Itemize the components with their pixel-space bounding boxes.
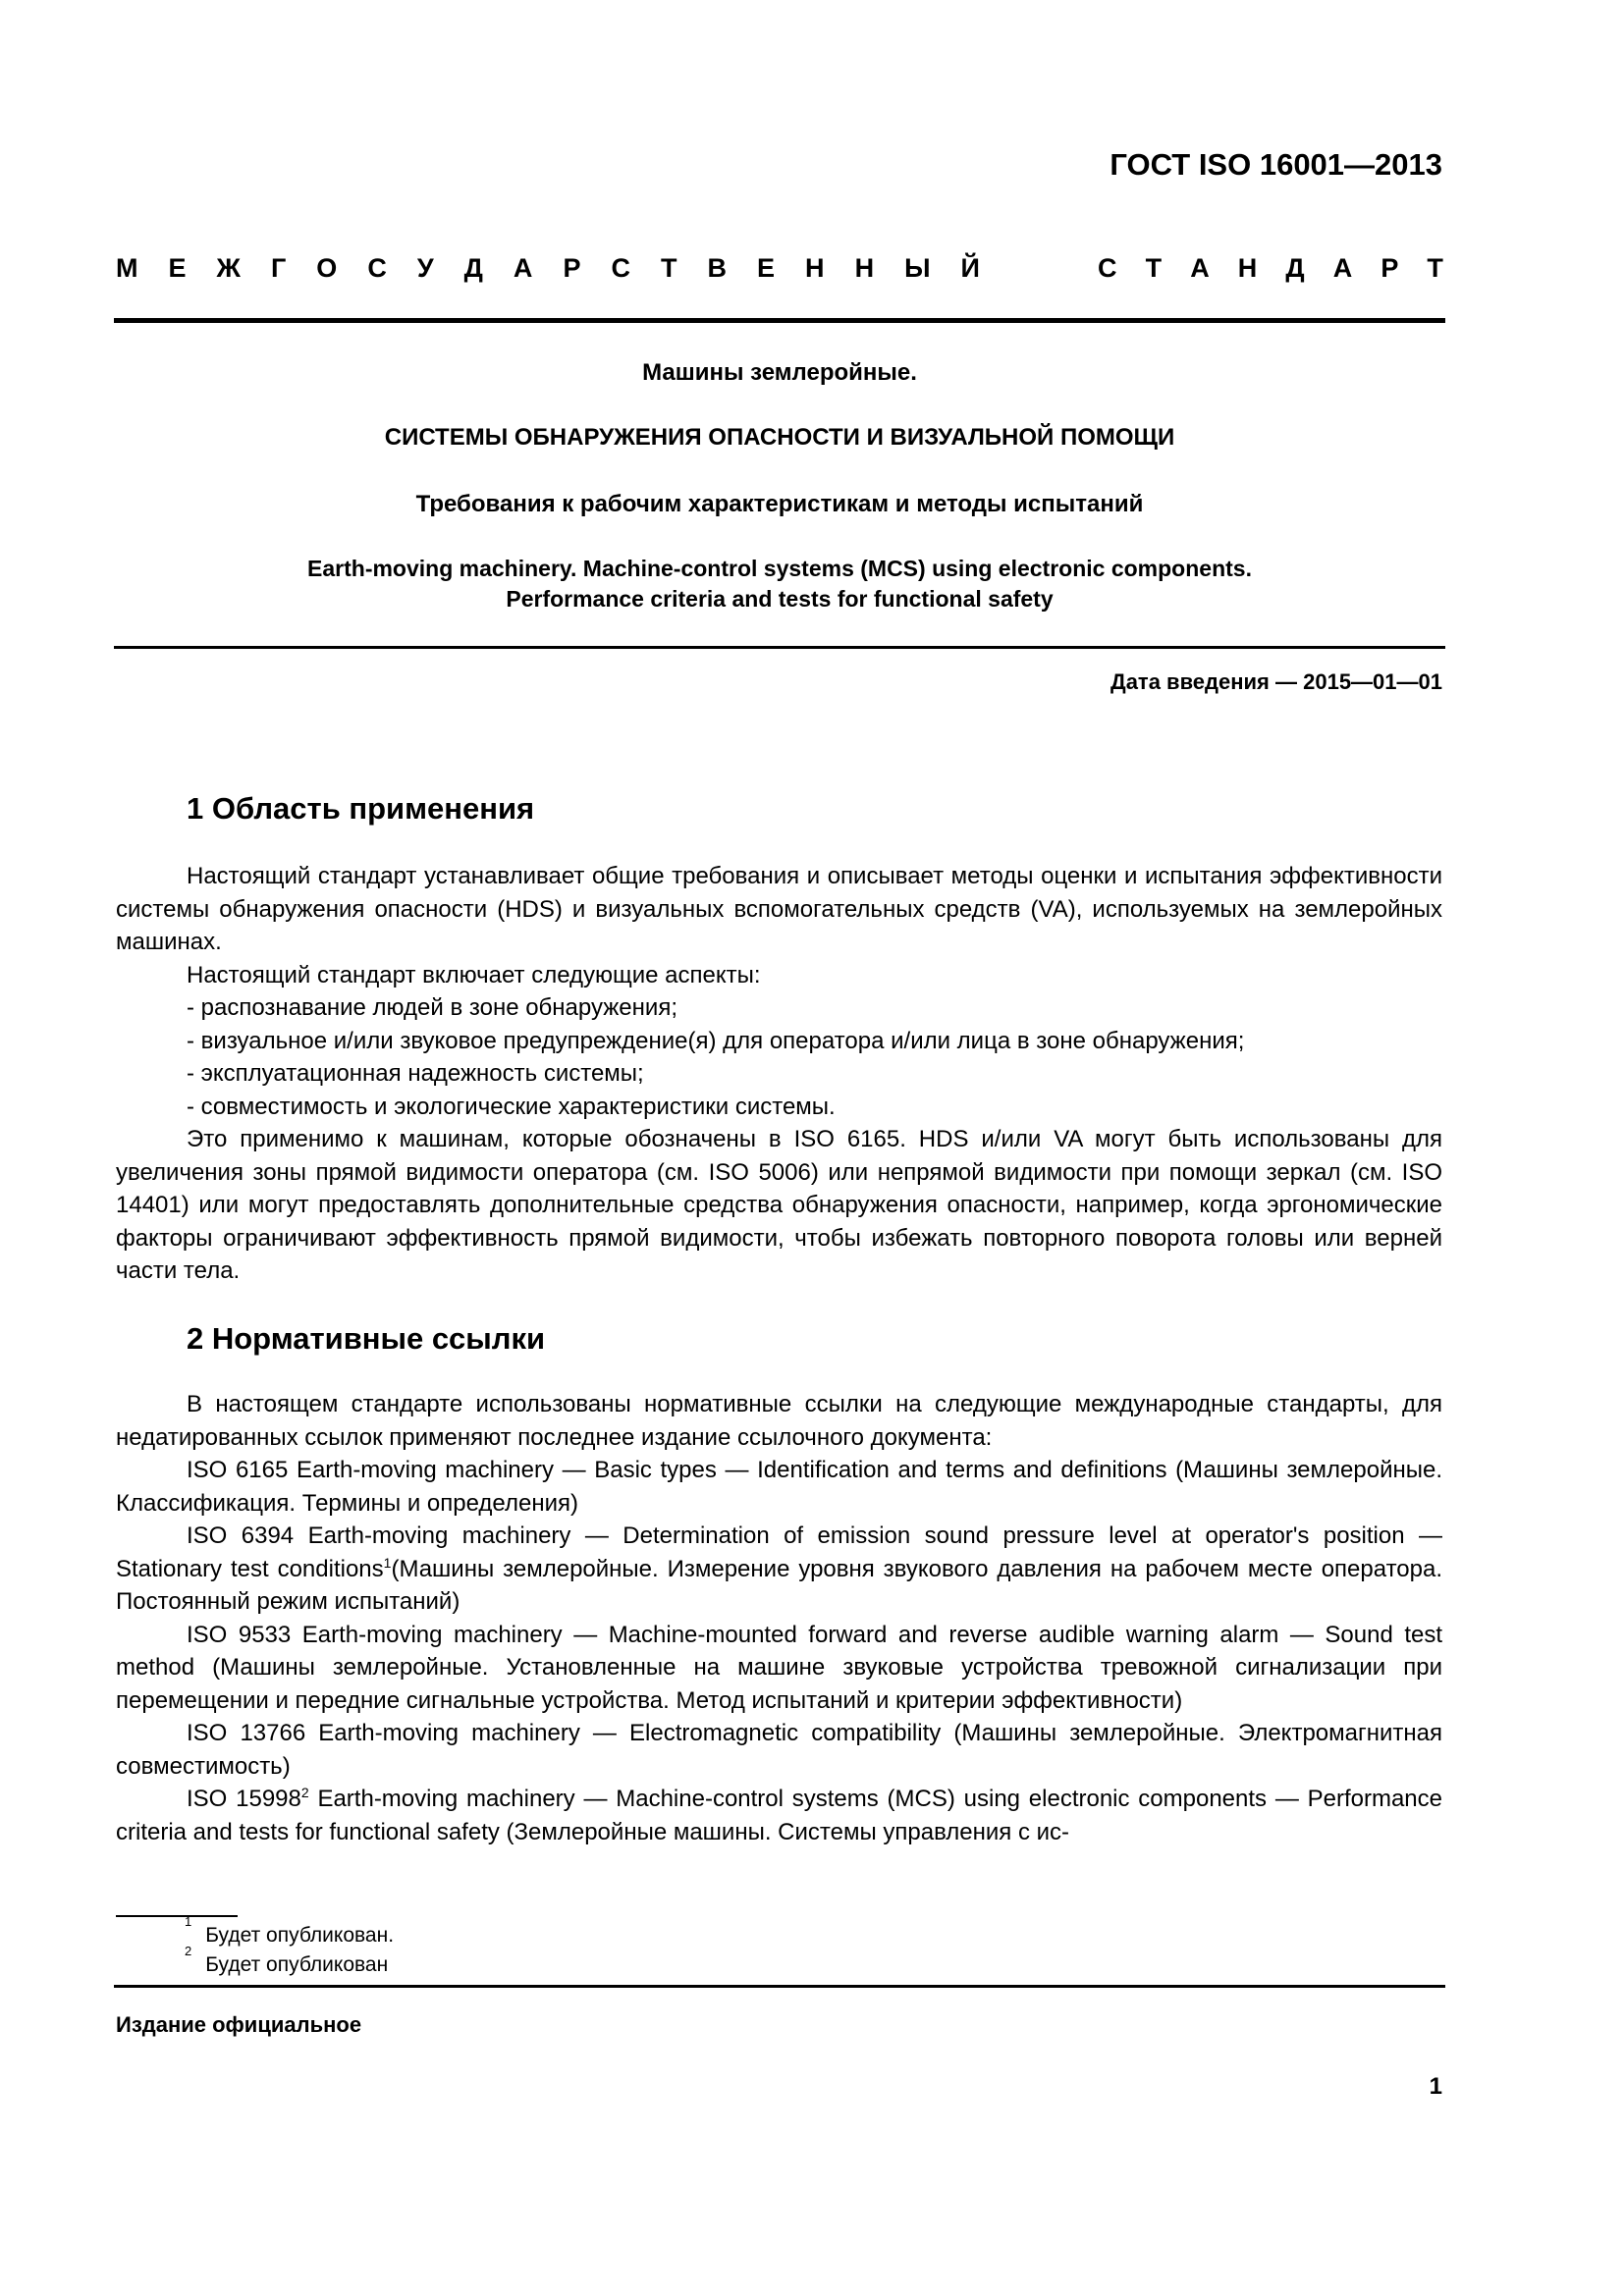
footnote-separator xyxy=(116,1915,238,1917)
section-1-body xyxy=(116,860,1442,1288)
reference-entry: ISO 6165 Earth-moving machinery — Basic types — Identification and terms and definitions (Машины землеройные. Классификация. Термины и определения) xyxy=(116,1457,1442,1517)
list-item: - совместимость и экологические характеристики системы. xyxy=(187,1093,836,1120)
footnote xyxy=(185,1944,389,1977)
english-title-line-1: Earth-moving machinery. Machine-control systems (MCS) using electronic components. xyxy=(307,556,1252,581)
english-title-line-2: Performance criteria and tests for functional safety xyxy=(506,586,1054,612)
reference-text: (Машины землеройные. Измерение уровня звукового давления на рабочем месте оператора. Постоянный режим испытаний) xyxy=(116,1555,1442,1615)
header-rule xyxy=(114,318,1445,323)
list-item: - распознавание людей в зоне обнаружения; xyxy=(187,994,677,1021)
section-1-heading: 1 Область применения xyxy=(187,791,535,826)
section-1-paragraph: Настоящий стандарт устанавливает общие требования и описывает методы оценки и испытания эффективности системы обнаружения опасности (HDS) и визуальных вспомогательных средств (VA), используемых на землеройных машинах. xyxy=(116,863,1442,955)
intro-date: Дата введения — 2015—01—01 xyxy=(1110,669,1442,694)
footnote-mark: 2 xyxy=(185,1944,192,1958)
banner-letter: В xyxy=(707,253,727,283)
section-1-paragraph: Это применимо к машинам, которые обозначены в ISO 6165. HDS и/или VA могут быть использованы для увеличения зоны прямой видимости оператора (см. ISO 5006) или непрямой видимости при помощи зеркал (см. ISO 14401) или могут предоставлять дополнительные средства обнаружения опасности, например, когда эргономические факторы ограничивают эффективность прямой видимости, чтобы избежать повторного поворота головы или верней части тела. xyxy=(116,1126,1442,1284)
edition-label: Издание официальное xyxy=(116,2012,362,2037)
english-title xyxy=(114,554,1445,614)
title-line-2: СИСТЕМЫ ОБНАРУЖЕНИЯ ОПАСНОСТИ И ВИЗУАЛЬНОЙ ПОМОЩИ xyxy=(384,424,1175,451)
title-line-3: Требования к рабочим характеристикам и методы испытаний xyxy=(415,491,1144,517)
banner-letter: Д xyxy=(463,253,483,283)
banner-letter: Н xyxy=(1237,253,1258,283)
banner-letter: Ы xyxy=(904,253,931,283)
section-2-body xyxy=(116,1388,1442,1848)
interstate-standard-banner xyxy=(116,253,1443,284)
banner-letter: Т xyxy=(660,253,677,283)
banner-letter: А xyxy=(513,253,533,283)
footnote-mark: 1 xyxy=(185,1914,192,1929)
footnote-text: Будет опубликован. xyxy=(205,1924,395,1947)
section-2-paragraph: В настоящем стандарте использованы нормативные ссылки на следующие международные стандарты, для недатированных ссылок применяют последнее издание ссылочного документа: xyxy=(116,1391,1442,1451)
banner-letter: О xyxy=(316,253,338,283)
list-item: - визуальное и/или звуковое предупреждение(я) для оператора и/или лица в зоне обнаружения; xyxy=(187,1027,1245,1054)
list-item: - эксплуатационная надежность системы; xyxy=(187,1060,644,1087)
banner-letter: У xyxy=(416,253,434,283)
reference-entry: ISO 9533 Earth-moving machinery — Machine-mounted forward and reverse audible warning alarm — Sound test method (Машины землеройные. Установленные на машине звуковые устройства тревожной сигнализации при перемещении и передние сигнальные устройства. Метод испытаний и критерии эффективности) xyxy=(116,1621,1442,1714)
title-line-1: Машины землеройные. xyxy=(642,359,917,386)
reference-entry xyxy=(116,1520,1442,1619)
page-number: 1 xyxy=(1429,2073,1442,2100)
standard-id: ГОСТ ISO 16001—2013 xyxy=(1110,147,1442,182)
banner-letter: Д xyxy=(1285,253,1305,283)
reference-entry: ISO 13766 Earth-moving machinery — Electromagnetic compatibility (Машины землеройные. Электромагнитная совместимость) xyxy=(116,1720,1442,1780)
section-2-heading: 2 Нормативные ссылки xyxy=(187,1321,546,1356)
banner-letter: М xyxy=(116,253,138,283)
reference-entry xyxy=(116,1783,1442,1848)
footer-rule xyxy=(114,1985,1445,1988)
banner-letter: Р xyxy=(563,253,581,283)
footnote xyxy=(185,1914,395,1948)
banner-letter: А xyxy=(1332,253,1353,283)
banner-letter: А xyxy=(1190,253,1210,283)
banner-letter: Р xyxy=(1380,253,1399,283)
footnote-ref: 1 xyxy=(383,1554,392,1571)
banner-letter: Н xyxy=(854,253,875,283)
footnote-ref: 2 xyxy=(300,1785,309,1800)
banner-letter: Ж xyxy=(216,253,241,283)
banner-word-interstate xyxy=(116,253,980,284)
footnote-text: Будет опубликован xyxy=(205,1953,389,1976)
banner-letter: Т xyxy=(1427,253,1443,283)
banner-letter: Е xyxy=(168,253,187,283)
banner-letter: С xyxy=(1098,253,1117,283)
banner-letter: Н xyxy=(805,253,825,283)
reference-text: ISO 15998 xyxy=(187,1786,301,1812)
title-rule xyxy=(114,646,1445,649)
reference-text: ISO 6394 Earth-moving machinery — Determination of emission sound pressure level at operator's position — Stationary test conditions xyxy=(116,1522,1442,1582)
section-1-paragraph: Настоящий стандарт включает следующие аспекты: xyxy=(187,961,761,988)
banner-letter: Т xyxy=(1145,253,1163,283)
banner-letter: Е xyxy=(757,253,776,283)
banner-letter: Г xyxy=(270,253,287,283)
banner-word-standard xyxy=(1098,253,1443,284)
banner-letter: С xyxy=(611,253,630,283)
banner-letter: С xyxy=(367,253,387,283)
banner-letter: Й xyxy=(960,253,980,283)
reference-text: Earth-moving machinery — Machine-control systems (MCS) using electronic components — Performance criteria and tests for functional safety (Землеройные машины. Системы управления с ис- xyxy=(116,1786,1443,1845)
